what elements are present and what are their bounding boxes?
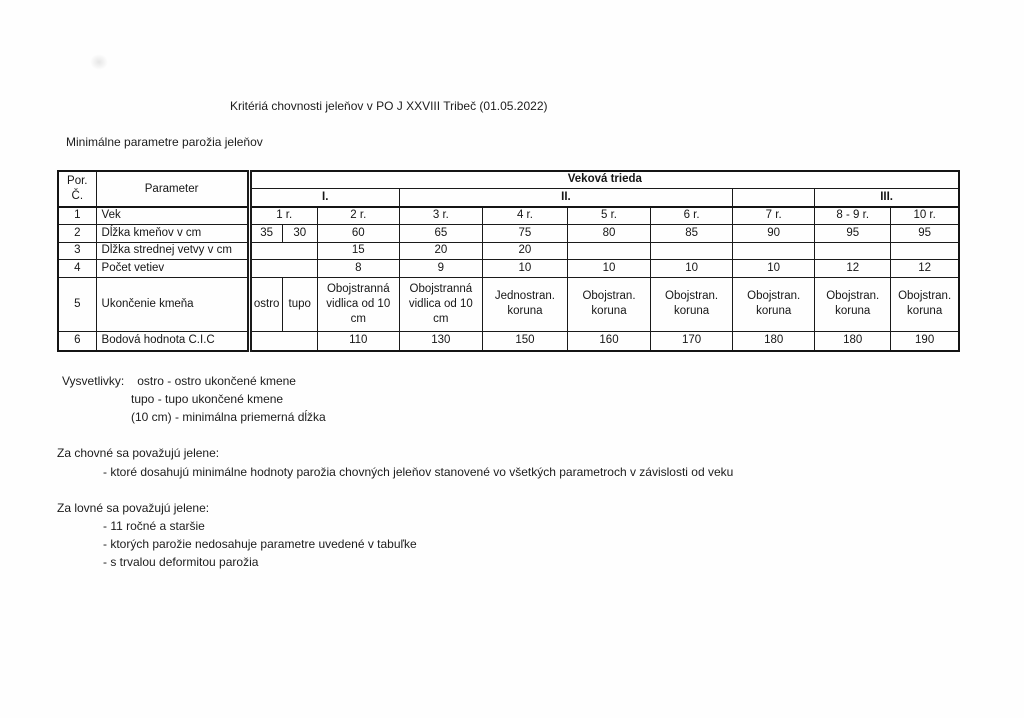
breeding-criteria-block bbox=[57, 444, 733, 482]
legend-item: tupo - tupo ukončené kmene bbox=[131, 392, 284, 406]
hunting-heading: Za lovné sa považujú jelene: bbox=[57, 501, 210, 515]
table-header-row-1 bbox=[58, 171, 959, 188]
table-cell: 10 bbox=[733, 259, 815, 277]
breeding-heading: Za chovné sa považujú jelene: bbox=[57, 446, 220, 460]
table-cell: 80 bbox=[567, 224, 650, 242]
row-number: 5 bbox=[58, 277, 96, 331]
table-cell: 90 bbox=[733, 224, 815, 242]
row-label: Vek bbox=[96, 207, 249, 224]
table-cell: 160 bbox=[567, 331, 650, 351]
header-parameter: Parameter bbox=[96, 171, 249, 207]
table-cell: 10 bbox=[651, 259, 733, 277]
table-cell: 150 bbox=[482, 331, 567, 351]
table-cell: 15 bbox=[317, 242, 399, 259]
age-group-1: I. bbox=[249, 188, 399, 207]
table-cell: 12 bbox=[891, 259, 959, 277]
row-label: Bodová hodnota C.I.C bbox=[96, 331, 249, 351]
row-label: Dĺžka strednej vetvy v cm bbox=[96, 242, 249, 259]
table-cell: 10 bbox=[567, 259, 650, 277]
table-row-pocet-vetiev bbox=[58, 259, 959, 277]
table-cell: 95 bbox=[891, 224, 959, 242]
table-cell: Obojstran. koruna bbox=[567, 277, 650, 331]
hunting-item: - 11 ročné a staršie bbox=[103, 519, 205, 533]
table-cell: Obojstranná vidlica od 10 cm bbox=[317, 277, 399, 331]
table-cell: tupo bbox=[282, 277, 317, 331]
table-cell: 1 r. bbox=[249, 207, 317, 224]
table-caption: Minimálne parametre parožia jeleňov bbox=[66, 135, 263, 149]
row-number: 6 bbox=[58, 331, 96, 351]
table-cell: 130 bbox=[399, 331, 482, 351]
table-cell: 180 bbox=[733, 331, 815, 351]
table-cell: 3 r. bbox=[399, 207, 482, 224]
table-cell: Obojstran. koruna bbox=[733, 277, 815, 331]
table-cell: Obojstran. koruna bbox=[815, 277, 891, 331]
row-number: 1 bbox=[58, 207, 96, 224]
table-cell: Obojstranná vidlica od 10 cm bbox=[399, 277, 482, 331]
document-title: Kritériá chovnosti jeleňov v PO J XXVIII Tribeč (01.05.2022) bbox=[230, 99, 548, 113]
table-cell: Obojstran. koruna bbox=[891, 277, 959, 331]
table-cell: 30 bbox=[282, 224, 317, 242]
table-row-ukoncenie-kmena bbox=[58, 277, 959, 331]
scan-smudge bbox=[90, 54, 108, 70]
table-row-vek bbox=[58, 207, 959, 224]
table-cell: 20 bbox=[399, 242, 482, 259]
table-cell: 4 r. bbox=[482, 207, 567, 224]
table-row-dlzka-strednej-vetvy bbox=[58, 242, 959, 259]
table-cell: 110 bbox=[317, 331, 399, 351]
table-cell: ostro bbox=[249, 277, 282, 331]
legend-block bbox=[62, 372, 326, 426]
age-group-empty bbox=[733, 188, 815, 207]
table-cell bbox=[249, 242, 317, 259]
legend-item: (10 cm) - minimálna priemerná dĺžka bbox=[131, 410, 326, 424]
criteria-table bbox=[57, 170, 960, 352]
row-number: 3 bbox=[58, 242, 96, 259]
table-cell: 8 - 9 r. bbox=[815, 207, 891, 224]
age-group-2: II. bbox=[399, 188, 732, 207]
header-por-c: Por. Č. bbox=[58, 171, 96, 207]
legend-label: Vysvetlivky: bbox=[62, 374, 125, 388]
table-cell: 170 bbox=[651, 331, 733, 351]
table-cell bbox=[651, 242, 733, 259]
table-cell: 5 r. bbox=[567, 207, 650, 224]
table-cell bbox=[249, 259, 317, 277]
hunting-item: - s trvalou deformitou parožia bbox=[103, 555, 259, 569]
table-cell: 2 r. bbox=[317, 207, 399, 224]
legend-item: ostro - ostro ukončené kmene bbox=[137, 374, 296, 388]
table-cell: 35 bbox=[249, 224, 282, 242]
table-cell: 85 bbox=[651, 224, 733, 242]
table-cell: 65 bbox=[399, 224, 482, 242]
table-cell bbox=[891, 242, 959, 259]
table-cell: Obojstran. koruna bbox=[651, 277, 733, 331]
table-cell: 95 bbox=[815, 224, 891, 242]
legend-line-1 bbox=[62, 372, 326, 390]
row-number: 4 bbox=[58, 259, 96, 277]
table-cell: 75 bbox=[482, 224, 567, 242]
table-cell: 10 bbox=[482, 259, 567, 277]
row-label: Počet vetiev bbox=[96, 259, 249, 277]
table-cell: 12 bbox=[815, 259, 891, 277]
table-cell bbox=[249, 331, 317, 351]
hunting-criteria-block bbox=[57, 499, 417, 571]
table-cell bbox=[567, 242, 650, 259]
table-cell: 60 bbox=[317, 224, 399, 242]
table-row-dlzka-kmenov bbox=[58, 224, 959, 242]
table-cell: Jednostran. koruna bbox=[482, 277, 567, 331]
header-vekova-trieda: Veková trieda bbox=[249, 171, 959, 188]
table-cell: 190 bbox=[891, 331, 959, 351]
table-cell: 6 r. bbox=[651, 207, 733, 224]
age-group-3: III. bbox=[815, 188, 959, 207]
row-label: Ukončenie kmeňa bbox=[96, 277, 249, 331]
table-cell bbox=[815, 242, 891, 259]
table-cell bbox=[733, 242, 815, 259]
table-cell: 7 r. bbox=[733, 207, 815, 224]
table-cell: 10 r. bbox=[891, 207, 959, 224]
table-cell: 180 bbox=[815, 331, 891, 351]
table-cell: 8 bbox=[317, 259, 399, 277]
table-cell: 9 bbox=[399, 259, 482, 277]
row-label: Dĺžka kmeňov v cm bbox=[96, 224, 249, 242]
row-number: 2 bbox=[58, 224, 96, 242]
breeding-item: - ktoré dosahujú minimálne hodnoty parožia chovných jeleňov stanovené vo všetkých parametroch v závislosti od veku bbox=[103, 465, 734, 479]
table-cell: 20 bbox=[482, 242, 567, 259]
table-row-bodova-hodnota bbox=[58, 331, 959, 351]
hunting-item: - ktorých parožie nedosahuje parametre uvedené v tabuľke bbox=[103, 537, 417, 551]
